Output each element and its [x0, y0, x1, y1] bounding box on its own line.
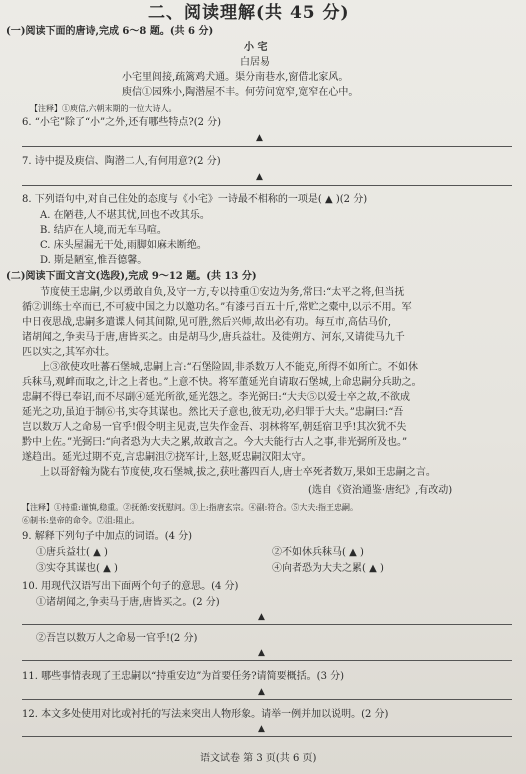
- answer-mark-11: ▲: [258, 687, 265, 697]
- answer-line-6: [22, 146, 512, 147]
- answer-line-12: [22, 736, 512, 737]
- answer-line-11: [22, 699, 512, 700]
- passage-line-2: 循②训练士卒而已,不可疲中国之力以邀功名。”有漆弓百五十斤,常贮之橐中,以示不用。军: [22, 302, 412, 313]
- passage-line-13: 上以哥舒翰为陇右节度使,攻石堡城,拔之,获吐蕃四百人,唐士卒死者数万,果如王忠嗣之言。: [40, 467, 436, 478]
- q8-option-d: D. 斯是陋室,惟吾德馨。: [40, 255, 148, 266]
- passage-line-4: 诸胡闻之,争卖马于唐,唐皆买之。由是胡马少,唐兵益壮。及徙朔方、河东,又请徙马九千: [22, 332, 405, 343]
- passage-note-1: 【注释】①持重:谨慎,稳重。②抚循:安抚慰问。③上:指唐玄宗。④副:符合。⑤大夫:指王忠嗣。: [22, 503, 359, 512]
- part1-heading: (一)阅读下面的唐诗,完成 6～8 题。(共 6 分): [6, 26, 214, 37]
- poem-title: 小 宅: [244, 42, 268, 53]
- passage-line-5: 匹以实之,其军亦壮。: [22, 347, 116, 358]
- passage-line-10: 岂以数万人之命易一官乎!假令明主见责,岂失作金吾、羽林将军,朝廷宿卫乎!其次犹不失: [22, 422, 407, 433]
- poem-author: 白居易: [240, 57, 270, 68]
- q8-option-a: A. 在陋巷,人不堪其忧,回也不改其乐。: [40, 210, 210, 221]
- answer-mark-12: ▲: [258, 724, 265, 734]
- passage-line-3: 中日夜思战,忠嗣多遣谍人伺其间隙,见可胜,然后兴师,故出必有功。每互市,高估马价,: [22, 317, 392, 328]
- q8-option-b: B. 结庐在人境,而无车马喧。: [40, 225, 167, 236]
- answer-mark-6: ▲: [256, 133, 263, 143]
- passage-line-1: 节度使王忠嗣,少以勇敢自负,及守一方,专以持重①安边为务,常曰:“太平之将,但当抚: [40, 287, 405, 298]
- q10-item-2: ②吾岂以数万人之命易一官乎!(2 分): [36, 633, 198, 644]
- question-6: 6. “小宅”除了“小”之外,还有哪些特点?(2 分): [22, 117, 222, 128]
- q9-item-4: ④向者恐为大夫之累( ▲ ): [272, 563, 384, 574]
- answer-line-10-1: [22, 624, 512, 625]
- q8-option-c: C. 床头屋漏无干处,雨脚如麻未断绝。: [40, 240, 207, 251]
- question-12: 12. 本文多处使用对比或衬托的写法来突出人物形象。请举一例并加以说明。(2 分): [22, 709, 389, 720]
- passage-line-7: 兵秣马,观衅而取之,计之上者也。”上意不快。将军董延光自请取石堡城,上命忠嗣分兵助之。: [22, 377, 422, 388]
- passage-line-6: 上③欲使攻吐蕃石堡城,忠嗣上言:“石堡险固,非杀数万人不能克,所得不如所亡。不如休: [40, 362, 419, 373]
- q9-item-1: ①唐兵益壮( ▲ ): [36, 547, 108, 558]
- question-7: 7. 诗中提及庾信、陶潜二人,有何用意?(2 分): [22, 156, 221, 167]
- passage-line-8: 忠嗣不得已奉诏,而不尽副④延光所欲,延光怨之。李光弼曰:“大夫⑤以爱士卒之故,不欲成: [22, 392, 411, 403]
- poem-note: 【注释】①庾信,六朝末期的一位大诗人。: [30, 104, 177, 113]
- question-11: 11. 哪些事情表现了王忠嗣以“持重安边”为首要任务?请简要概括。(3 分): [22, 671, 345, 682]
- passage-line-12: 遂趋出。延光过期不克,言忠嗣沮⑦挠军计,上怒,贬忠嗣汉阳太守。: [22, 452, 312, 463]
- q10-item-1: ①诸胡闻之,争卖马于唐,唐皆买之。(2 分): [36, 597, 220, 608]
- question-9: 9. 解释下列句子中加点的词语。(4 分): [22, 531, 193, 542]
- question-8: 8. 下列语句中,对自己住处的态度与《小宅》一诗最不相称的一项是( ▲ )(2 分): [22, 194, 368, 205]
- part2-heading: (二)阅读下面文言文(选段),完成 9～12 题。(共 13 分): [6, 271, 257, 282]
- answer-mark-7: ▲: [256, 172, 263, 182]
- poem-line-2: 庾信①园殊小,陶潜屋不丰。何劳问宽窄,宽窄在心中。: [122, 87, 359, 98]
- page-footer: 语文试卷 第 3 页(共 6 页): [200, 753, 317, 764]
- passage-line-9: 延光之功,虽迫于制⑥书,实夺其谋也。然比天子意也,彼无功,必归罪于大夫。”忠嗣曰:“吾: [22, 407, 404, 418]
- answer-mark-10-2: ▲: [258, 648, 265, 658]
- answer-line-7: [22, 185, 512, 186]
- question-10: 10. 用现代汉语写出下面两个句子的意思。(4 分): [22, 581, 239, 592]
- q9-item-3: ③实夺其谋也( ▲ ): [36, 563, 118, 574]
- passage-note-2: ⑥制书:皇帝的命令。⑦沮:阻止。: [22, 516, 140, 525]
- passage-line-11: 黔中上佐。”光弼曰:“向者恐为大夫之累,故敢言之。今大夫能行古人之事,非光弼所及也。”: [22, 437, 408, 448]
- q9-item-2: ②不如休兵秣马( ▲ ): [272, 547, 364, 558]
- answer-mark-10-1: ▲: [258, 612, 265, 622]
- passage-source: (选自《资治通鉴·唐纪》,有改动): [308, 485, 453, 496]
- poem-line-1: 小宅里闾接,疏篱鸡犬通。渠分南巷水,窗借北家风。: [122, 72, 349, 83]
- section-title: 二、阅读理解(共 45 分): [148, 3, 350, 23]
- answer-line-10-2: [22, 660, 512, 661]
